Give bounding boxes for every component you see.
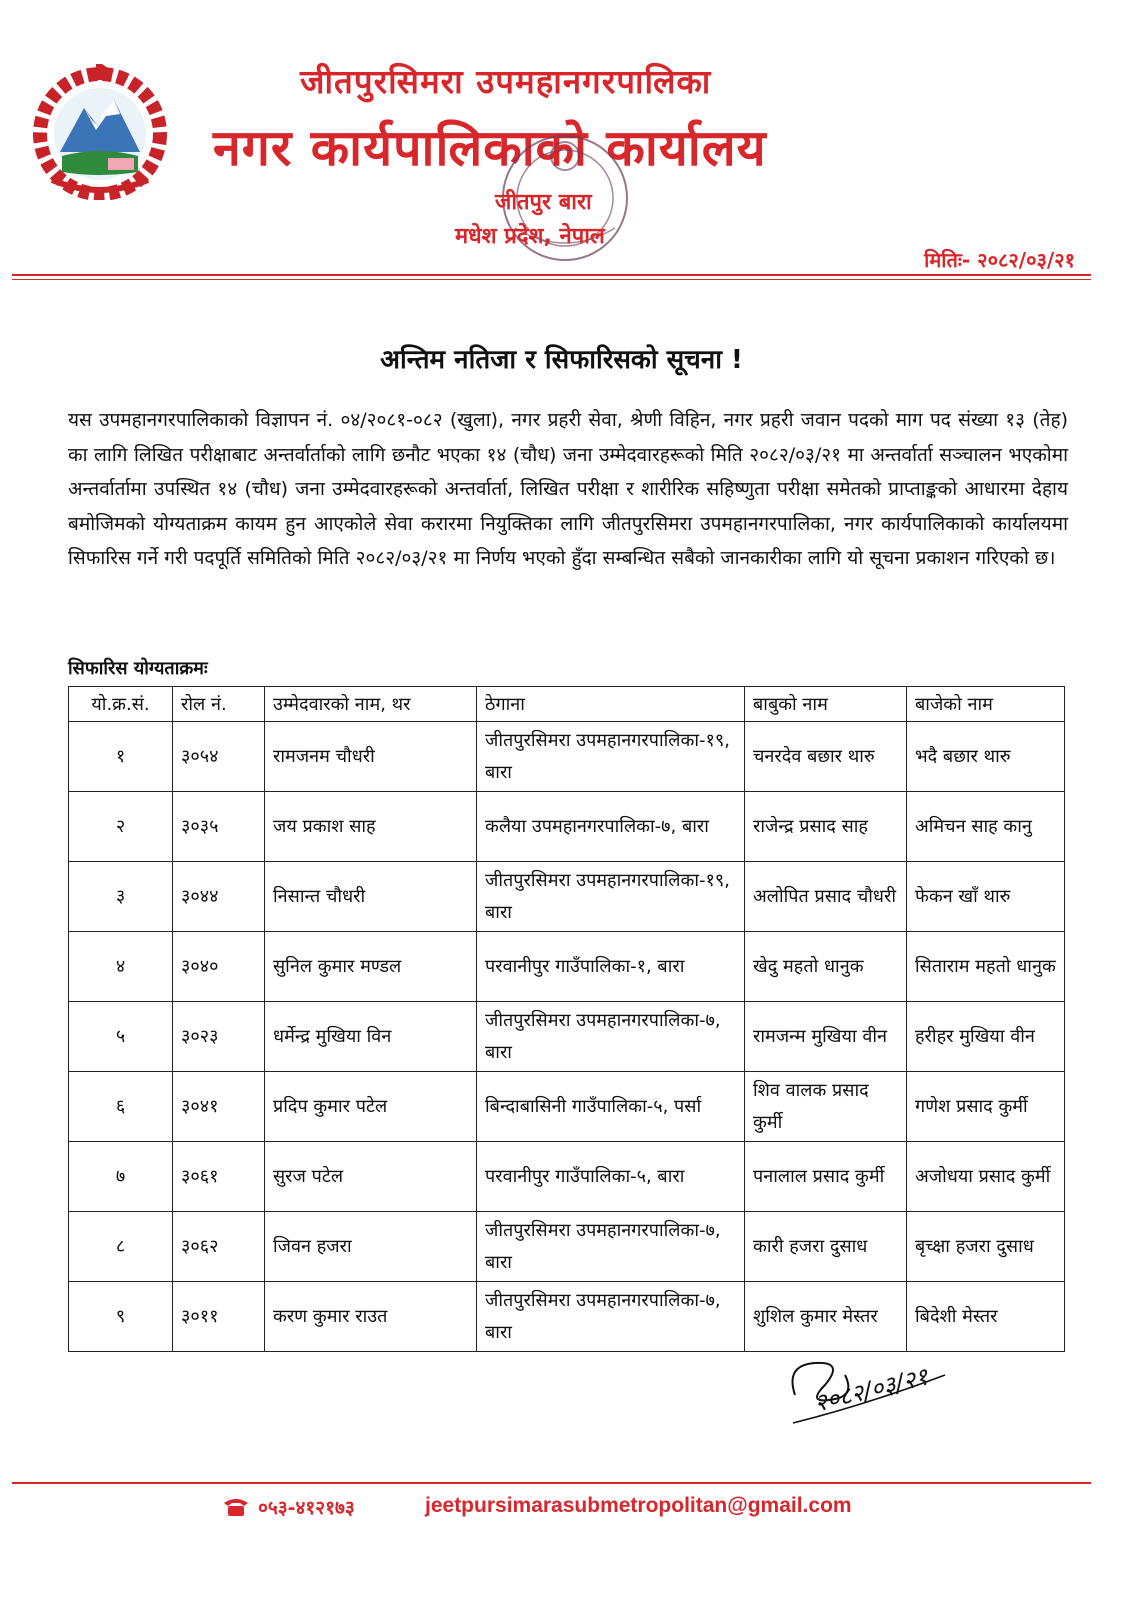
- cell-serial: १: [69, 722, 173, 792]
- col-header-address: ठेगाना: [477, 687, 745, 722]
- notice-title: अन्तिम नतिजा र सिफारिसको सूचना !: [380, 345, 743, 375]
- col-header-grandfather: बाजेको नाम: [907, 687, 1065, 722]
- cell-father: खेदु महतो धानुक: [745, 932, 907, 1002]
- cell-serial: ३: [69, 862, 173, 932]
- cell-address: परवानीपुर गाउँपालिका-५, बारा: [477, 1142, 745, 1212]
- cell-serial: ६: [69, 1072, 173, 1142]
- cell-address: जीतपुरसिमरा उपमहानगरपालिका-१९, बारा: [477, 722, 745, 792]
- header-divider-thin: [12, 279, 1091, 280]
- cell-father: शिव वालक प्रसाद कुर्मी: [745, 1072, 907, 1142]
- table-row: [69, 1002, 1065, 1072]
- cell-father: अलोपित प्रसाद चौधरी: [745, 862, 907, 932]
- table-row: [69, 932, 1065, 1002]
- cell-grandfather: अजोधया प्रसाद कुर्मी: [907, 1142, 1065, 1212]
- cell-name: प्रदिप कुमार पटेल: [265, 1072, 477, 1142]
- cell-father: रामजन्म मुखिया वीन: [745, 1002, 907, 1072]
- cell-roll: ३०५४: [173, 722, 265, 792]
- table-row: [69, 792, 1065, 862]
- cell-name: सुरज पटेल: [265, 1142, 477, 1212]
- cell-grandfather: गणेश प्रसाद कुर्मी: [907, 1072, 1065, 1142]
- table-row: [69, 1142, 1065, 1212]
- table-row: [69, 862, 1065, 932]
- cell-name: जिवन हजरा: [265, 1212, 477, 1282]
- nepal-emblem-icon: [22, 60, 182, 200]
- cell-father: कारी हजरा दुसाध: [745, 1212, 907, 1282]
- table-row: [69, 1072, 1065, 1142]
- cell-name: निसान्त चौधरी: [265, 862, 477, 932]
- cell-grandfather: फेकन खाँ थारु: [907, 862, 1065, 932]
- signature-date: २०८२/०३/२१: [811, 1362, 931, 1418]
- cell-grandfather: बृच्क्षा हजरा दुसाध: [907, 1212, 1065, 1282]
- table-row: [69, 1212, 1065, 1282]
- cell-grandfather: अमिचन साह कानु: [907, 792, 1065, 862]
- footer-phone: ०५३-४१२१७३: [258, 1497, 355, 1519]
- cell-grandfather: सिताराम महतो धानुक: [907, 932, 1065, 1002]
- cell-serial: ७: [69, 1142, 173, 1212]
- cell-roll: ३०६१: [173, 1142, 265, 1212]
- office-name: नगर कार्यपालिकाको कार्यालय: [213, 119, 767, 177]
- cell-name: करण कुमार राउत: [265, 1282, 477, 1352]
- cell-father: पनालाल प्रसाद कुर्मी: [745, 1142, 907, 1212]
- cell-serial: ९: [69, 1282, 173, 1352]
- footer-divider: [12, 1482, 1091, 1484]
- cell-name: सुनिल कुमार मण्डल: [265, 932, 477, 1002]
- notice-date: मितिः- २०८२/०३/२१: [924, 248, 1075, 272]
- section-label: सिफारिस योग्यताक्रमः: [68, 658, 208, 679]
- cell-roll: ३०२३: [173, 1002, 265, 1072]
- cell-father: राजेन्द्र प्रसाद साह: [745, 792, 907, 862]
- cell-name: जय प्रकाश साह: [265, 792, 477, 862]
- stamp-line-1: जीतपुर बारा: [495, 190, 592, 215]
- footer-email[interactable]: jeetpursimarasubmetropolitan@gmail.com: [425, 1494, 852, 1517]
- table-row: [69, 722, 1065, 792]
- cell-roll: ३०११: [173, 1282, 265, 1352]
- cell-roll: ३०४१: [173, 1072, 265, 1142]
- cell-serial: ८: [69, 1212, 173, 1282]
- cell-roll: ३०४०: [173, 932, 265, 1002]
- phone-icon: [222, 1495, 250, 1517]
- signature: [775, 1335, 965, 1435]
- cell-father: चनरदेव बछार थारु: [745, 722, 907, 792]
- cell-grandfather: भदै बछार थारु: [907, 722, 1065, 792]
- cell-name: रामजनम चौधरी: [265, 722, 477, 792]
- cell-address: जीतपुरसिमरा उपमहानगरपालिका-७, बारा: [477, 1002, 745, 1072]
- cell-address: बिन्दाबासिनी गाउँपालिका-५, पर्सा: [477, 1072, 745, 1142]
- col-header-father: बाबुको नाम: [745, 687, 907, 722]
- cell-roll: ३०४४: [173, 862, 265, 932]
- cell-address: जीतपुरसिमरा उपमहानगरपालिका-१९, बारा: [477, 862, 745, 932]
- cell-address: कलैया उपमहानगरपालिका-७, बारा: [477, 792, 745, 862]
- cell-serial: ४: [69, 932, 173, 1002]
- cell-serial: ५: [69, 1002, 173, 1072]
- table-header-row: [69, 687, 1065, 722]
- cell-address: जीतपुरसिमरा उपमहानगरपालिका-७, बारा: [477, 1212, 745, 1282]
- cell-name: धर्मेन्द्र मुखिया विन: [265, 1002, 477, 1072]
- col-header-roll: रोल नं.: [173, 687, 265, 722]
- header-divider: [12, 274, 1091, 276]
- col-header-serial: यो.क्र.सं.: [69, 687, 173, 722]
- col-header-name: उम्मेदवारको नाम, थर: [265, 687, 477, 722]
- cell-grandfather: हरीहर मुखिया वीन: [907, 1002, 1065, 1072]
- cell-serial: २: [69, 792, 173, 862]
- cell-address: परवानीपुर गाउँपालिका-१, बारा: [477, 932, 745, 1002]
- notice-body: यस उपमहानगरपालिकाको विज्ञापन नं. ०४/२०८१-०८२ (खुला), नगर प्रहरी सेवा, श्रेणी विहिन, नगर प्रहरी जवान पदको माग पद संख्या १३ (तेह) का लागि लिखित परीक्षाबाट अन्तर्वार्ताको लागि छनौट भएका १४ (चौध) जना उम्मेदवारहरूको मिति २०८२/०३/२१ मा अन्तर्वार्ता सञ्चालन भएकोमा अन्तर्वार्तामा उपस्थित १४ (चौध) जना उम्मेदवारहरूको अन्तर्वार्ता, लिखित परीक्षा र शारीरिक सहिष्णुता परीक्षा समेतको प्राप्ताङ्कको आधारमा देहाय बमोजिमको योग्यताक्रम कायम हुन आएकोले सेवा करारमा नियुक्तिका लागि जीतपुरसिमरा उपमहानगरपालिका, नगर कार्यपालिकाको कार्यालयमा सिफारिस गर्ने गरी पदपूर्ति समितिको मिति २०८२/०३/२१ मा निर्णय भएको हुँदा सम्बन्धित सबैको जानकारीका लागि यो सूचना प्रकाशन गरिएको छ।: [68, 409, 1068, 569]
- recommendation-table: [68, 686, 1065, 1352]
- cell-roll: ३०३५: [173, 792, 265, 862]
- cell-roll: ३०६२: [173, 1212, 265, 1282]
- org-name: जीतपुरसिमरा उपमहानगरपालिका: [300, 62, 712, 101]
- cell-father: शुशिल कुमार मेस्तर: [745, 1282, 907, 1352]
- office-stamp: [455, 128, 675, 288]
- stamp-line-2: मधेश प्रदेश, नेपाल: [455, 224, 605, 249]
- cell-grandfather: बिदेशी मेस्तर: [907, 1282, 1065, 1352]
- cell-address: जीतपुरसिमरा उपमहानगरपालिका-७, बारा: [477, 1282, 745, 1352]
